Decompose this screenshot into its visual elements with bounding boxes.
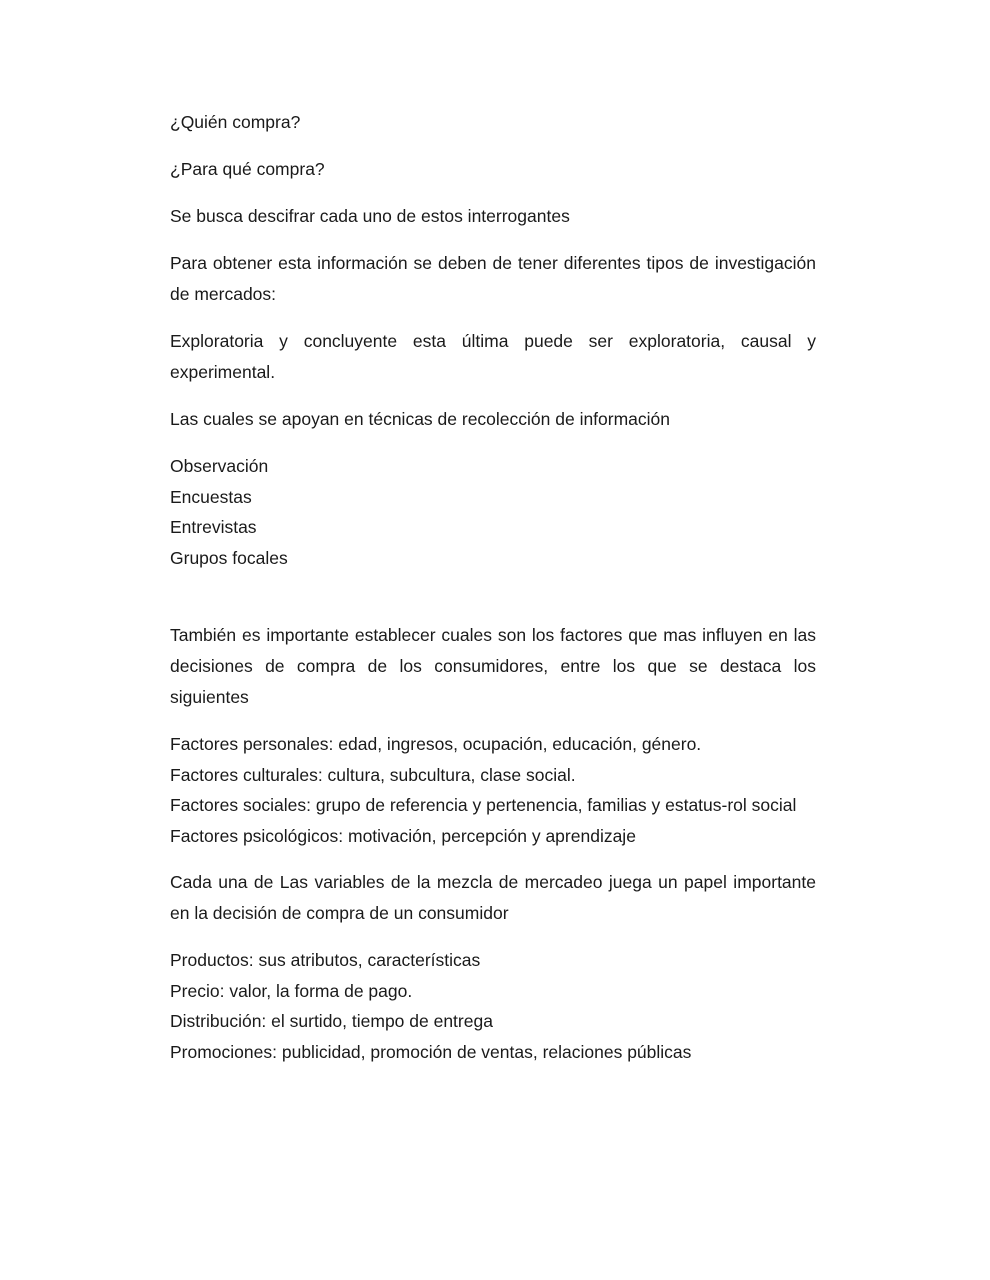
- paragraph-mezcla: Cada una de Las variables de la mezcla de mercadeo juega un papel importante en la decisión de compra de un consumidor: [170, 872, 816, 923]
- document-body: [170, 107, 816, 1083]
- list-item: Grupos focales: [170, 547, 288, 568]
- paragraph-factores: También es importante establecer cuales son los factores que mas influyen en las decisiones de compra de los consumidores, entre los que se destaca los siguientes: [170, 625, 816, 707]
- list-item: Entrevistas: [170, 517, 257, 537]
- list-item: Productos: sus atributos, características: [170, 950, 481, 970]
- list-item: Factores personales: edad, ingresos, ocupación, educación, género.: [170, 734, 702, 754]
- list-item: Encuestas: [170, 486, 252, 507]
- list-item: Factores sociales: grupo de referencia y pertenencia, familias y estatus-rol social: [170, 795, 797, 815]
- list-item: Distribución: el surtido, tiempo de entrega: [170, 1011, 493, 1031]
- list-item: Factores psicológicos: motivación, percepción y aprendizaje: [170, 825, 636, 846]
- question-why: ¿Para qué compra?: [170, 159, 325, 179]
- mezcla-list: [170, 945, 816, 1067]
- list-item: Factores culturales: cultura, subcultura, clase social.: [170, 764, 576, 785]
- paragraph-tecnicas: Las cuales se apoyan en técnicas de recolección de información: [170, 409, 671, 429]
- list-item: Observación: [170, 456, 269, 476]
- tecnicas-list: [170, 451, 816, 573]
- factores-list: [170, 729, 816, 851]
- question-who: ¿Quién compra?: [170, 112, 301, 132]
- paragraph-descifrar: Se busca descifrar cada uno de estos interrogantes: [170, 206, 570, 226]
- paragraph-exploratoria: Exploratoria y concluyente esta última puede ser exploratoria, causal y experimental.: [170, 331, 816, 382]
- list-item: Promociones: publicidad, promoción de ventas, relaciones públicas: [170, 1041, 692, 1062]
- paragraph-obtener: Para obtener esta información se deben de tener diferentes tipos de investigación de mercados:: [170, 253, 816, 304]
- list-item: Precio: valor, la forma de pago.: [170, 980, 413, 1001]
